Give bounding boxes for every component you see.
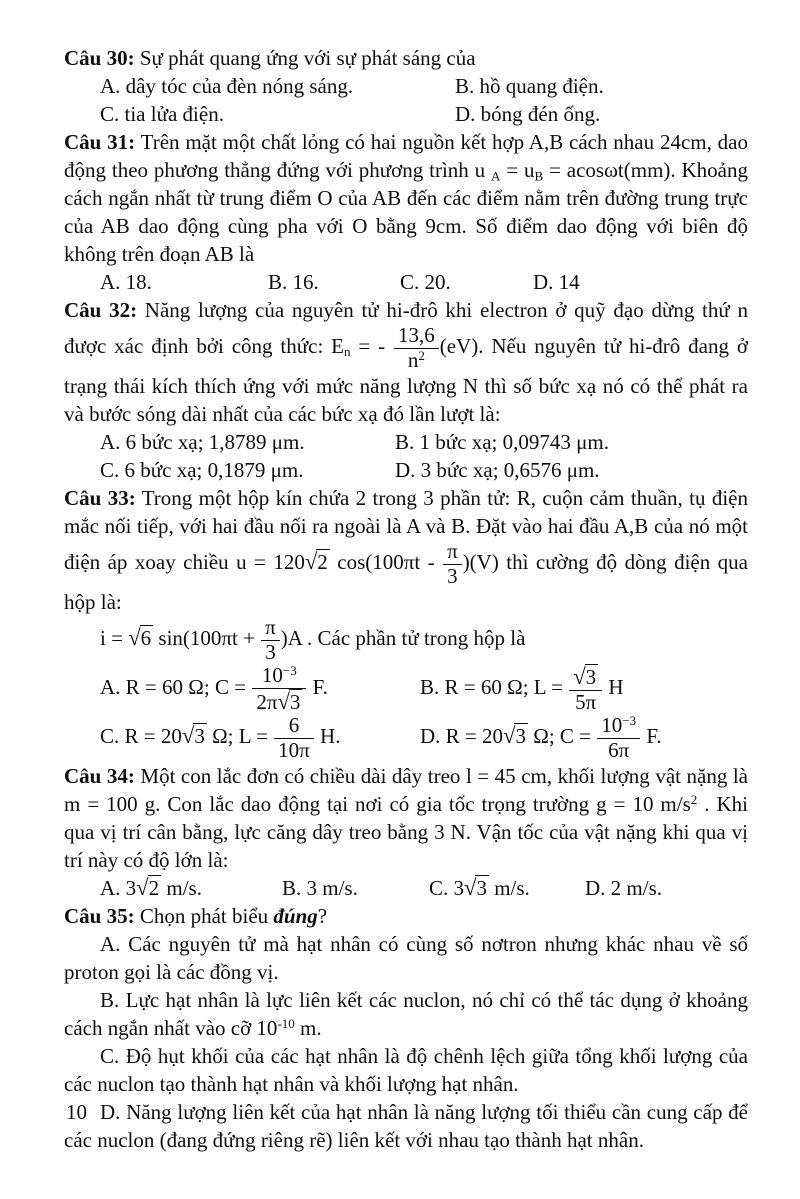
square-root — [136, 876, 161, 900]
option-key: B. — [395, 430, 415, 455]
option-D-cau-33: D. R = 20√3 Ω; C = $\frac{10^{-3}}{6\pi}$ F. — [420, 712, 662, 762]
option-C-cau-30: C. tia lửa điện. — [100, 102, 224, 126]
square-root — [464, 876, 489, 900]
superscript: −3 — [282, 662, 297, 678]
fraction-denominator: $n^2$ — [394, 348, 439, 373]
radical-sign-icon: √ — [128, 624, 141, 650]
fraction-numerator: π — [447, 539, 458, 564]
option-A-cau-31: A. 18. — [100, 270, 152, 294]
superscript: 2 — [690, 792, 698, 807]
option-key: D. — [585, 876, 606, 901]
fraction-numerator — [569, 664, 602, 690]
fraction — [596, 714, 641, 762]
options-cau-30 — [64, 72, 748, 128]
fraction — [568, 664, 603, 714]
superscript: −3 — [622, 712, 637, 728]
question-stem-cau-32: Câu 32: Năng lượng của nguyên tử hi-đrô khi electron ở quỹ đạo dừng thứ n được xác định bởi công thức: $E_n$ = - $\frac{13,6}{n^2}$ (eV). Nếu nguyên tử hi-đrô đang ở trạng thái kích thích ứng với mức năng lượng N thì số bức xạ nó có thể phát ra và bước sóng dài nhất của các bức xạ đó lần lượt là: — [64, 298, 748, 427]
fraction — [442, 540, 463, 588]
subscript: n — [344, 344, 351, 360]
option-B-cau-31: B. 16. — [268, 270, 319, 294]
square-root — [503, 724, 528, 748]
question-stem-cau-35: Câu 35: Chọn phát biểu đúng? — [64, 904, 328, 929]
option-key: B. — [268, 270, 288, 294]
option-B-cau-35: B. Lực hạt nhân là lực liên kết các nuclon, nó chỉ có thể tác dụng ở khoảng cách ngắn nhất vào cỡ $10^{-10}$ m. — [64, 988, 748, 1041]
square-root — [128, 626, 153, 650]
option-key: A. — [100, 876, 121, 901]
option-B-cau-32: B. 1 bức xạ; 0,09743 μm. — [395, 430, 609, 455]
option-key: C. — [100, 458, 120, 483]
option-D-cau-34: D. 2 m/s. — [585, 876, 663, 901]
option-key: B. — [420, 674, 440, 699]
options-row — [64, 428, 748, 456]
fraction-numerator: 13,6 — [397, 323, 435, 347]
option-key: A. — [100, 932, 121, 957]
radical-sign-icon: √ — [503, 722, 516, 748]
option-C-cau-31: C. 20. — [400, 270, 451, 294]
superscript: -10 — [277, 1016, 295, 1031]
radical-sign-icon: √ — [304, 548, 318, 574]
radical-sign-icon: √ — [277, 688, 290, 714]
options-row — [64, 72, 748, 100]
option-key: B. — [282, 876, 302, 901]
options-row — [64, 714, 748, 762]
fraction-denominator: 10π — [274, 738, 314, 763]
option-key: B. — [455, 74, 475, 98]
option-A-cau-30: A. dây tóc của đèn nóng sáng. — [100, 74, 354, 98]
fraction — [393, 324, 440, 372]
square-root — [305, 550, 330, 574]
question-equation-cau-33: i = √6 sin(100πt + $\frac{\pi}{3}$ )A . Các phần tử trong hộp là — [100, 615, 526, 664]
fraction-numerator: π — [265, 615, 276, 640]
options-cau-32 — [64, 428, 748, 484]
option-D-cau-31: D. 14 — [533, 270, 580, 294]
question-stem-cau-34: Câu 34: Một con lắc đơn có chiều dài dây treo l = 45 cm, khối lượng vật nặng là m = 100 g. Con lắc dao động tại nơi có gia tốc trọng trường g = 10 $m/s^2$ . Khi qua vị trí cân bằng, lực căng dây treo bằng 3 N. Vận tốc của vật nặng khi qua vị trí này có độ lớn là: — [64, 764, 749, 873]
option-key: A. — [100, 270, 121, 294]
options-cau-31 — [64, 268, 748, 296]
option-key: D. — [420, 723, 441, 748]
fraction-denominator: 2π√3 — [252, 688, 306, 715]
fraction-denominator: 3 — [261, 640, 280, 665]
option-key: D. — [100, 1100, 121, 1125]
option-A-cau-35: A. Các nguyên tử mà hạt nhân có cùng số nơtron nhưng khác nhau về số proton gọi là các đồng vị. — [64, 932, 748, 985]
option-B-cau-33: B. R = 60 Ω; L = $\frac{√3}{5\pi}$ H — [420, 664, 624, 714]
option-B-cau-34: B. 3 m/s. — [282, 876, 358, 901]
fraction-numerator: $10^{-3}$ — [601, 712, 637, 738]
subscript: B — [534, 168, 544, 184]
radical-sign-icon: √ — [136, 875, 149, 901]
option-key: C. — [100, 102, 120, 126]
option-D-cau-30: D. bóng đén ống. — [455, 102, 601, 126]
option-A-cau-33: A. R = 60 Ω; C = $\frac{10^{-3}}{2\pi√3}$ F. — [100, 662, 328, 714]
fraction-numerator: $10^{-3}$ — [261, 662, 297, 688]
options-row — [64, 268, 748, 296]
fraction-numerator: 6 — [288, 713, 300, 738]
options-cau-34 — [64, 874, 748, 902]
question-label-cau-30: Câu 30: — [64, 46, 135, 70]
option-C-cau-35: C. Độ hụt khối của các hạt nhân là độ chênh lệch giữa tổng khối lượng của các nuclon tạo thành hạt nhân và khối lượng hạt nhân. — [64, 1044, 748, 1097]
option-D-cau-35: D. Năng lượng liên kết của hạt nhân là năng lượng tối thiểu cần cung cấp để các nuclon (đang đứng riêng rẽ) liên kết với nhau tạo thành hạt nhân. — [64, 1100, 748, 1153]
options-row — [64, 456, 748, 484]
square-root — [573, 665, 598, 689]
option-key: C. — [429, 876, 449, 901]
options-cau-33 — [64, 664, 748, 762]
radicand: 3 — [515, 723, 526, 748]
fraction-denominator: 5π — [569, 690, 602, 715]
question-stem-cau-30: Câu 30: Sự phát quang ứng với sự phát sáng của — [64, 46, 476, 70]
question-label-cau-32: Câu 32: — [64, 298, 138, 322]
option-C-cau-33: C. R = 20√3 Ω; L = $\frac{6}{10\pi}$ H. — [100, 713, 341, 762]
option-key: A. — [100, 430, 121, 455]
radicand: 6 — [140, 625, 152, 650]
option-key: C. — [100, 723, 120, 748]
question-label-cau-34: Câu 34: — [64, 764, 135, 789]
option-C-cau-34: C. 3√3 m/s. — [429, 875, 530, 901]
question-stem-cau-33: Câu 33: Trong một hộp kín chứa 2 trong 3 phần tử: R, cuộn cảm thuần, tụ điện mắc nối tiếp, với hai đầu nối ra ngoài là A và B. Đặt vào hai đầu A,B của nó một điện áp xoay chiều u = 120√2 cos(100πt - $\frac{\pi}{3}$ )(V) thì cường độ dòng điện qua hộp là: — [64, 486, 748, 615]
option-key: C. — [400, 270, 420, 294]
question-label-cau-35: Câu 35: — [64, 904, 135, 929]
page-number: 10 — [66, 1100, 87, 1124]
fraction — [251, 664, 307, 714]
fraction — [273, 714, 315, 762]
radicand: 3 — [289, 689, 301, 714]
radicand: 2 — [148, 876, 160, 901]
option-key: D. — [395, 458, 416, 483]
square-root — [277, 690, 302, 714]
radical-sign-icon: √ — [181, 722, 195, 748]
option-key: C. — [100, 1044, 120, 1069]
fraction — [260, 616, 281, 664]
radicand: 3 — [476, 876, 487, 901]
options-row — [64, 874, 748, 902]
option-A-cau-34: A. 3√2 m/s. — [100, 875, 202, 901]
question-label-cau-31: Câu 31: — [64, 130, 136, 154]
square-root — [182, 724, 207, 748]
option-key: A. — [100, 674, 121, 699]
radical-sign-icon: √ — [573, 664, 586, 690]
question-stem-cau-31: Câu 31: Trên mặt một chất lỏng có hai nguồn kết hợp A,B cách nhau 24cm, dao động theo phương thẳng đứng với phương trình u $_A = u_B = acos\omega t(mm)$. Khoảng cách ngắn nhất từ trung điểm O của AB đến các điểm nằm trên đường trung trực của AB dao động cùng pha với O bằng 9cm. Số điểm dao động với biên độ không trên đoạn AB là — [64, 130, 748, 266]
radicand: 3 — [585, 665, 597, 690]
radical-sign-icon: √ — [464, 875, 477, 901]
option-key: B. — [100, 988, 120, 1013]
options-row — [64, 100, 748, 128]
question-label-cau-33: Câu 33: — [64, 486, 136, 511]
subscript: A — [491, 168, 501, 184]
fraction-denominator: 3 — [443, 564, 462, 589]
option-D-cau-32: D. 3 bức xạ; 0,6576 μm. — [395, 458, 600, 483]
option-key: D. — [455, 102, 476, 126]
option-A-cau-32: A. 6 bức xạ; 1,8789 μm. — [100, 430, 305, 455]
radicand: 3 — [194, 723, 205, 748]
option-key: A. — [100, 74, 121, 98]
fraction-denominator: 6π — [597, 738, 640, 763]
option-C-cau-32: C. 6 bức xạ; 0,1879 μm. — [100, 458, 304, 483]
radicand: 2 — [317, 549, 328, 574]
emphasized-text: đúng — [273, 904, 318, 929]
questions — [64, 44, 748, 1154]
option-B-cau-30: B. hồ quang điện. — [455, 74, 604, 98]
options-row — [64, 664, 748, 714]
option-key: D. — [533, 270, 554, 294]
superscript: 2 — [418, 347, 425, 363]
